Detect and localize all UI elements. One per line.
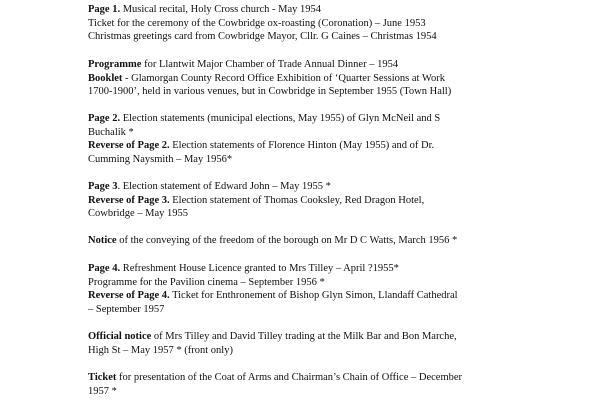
body-text: Election statements (municipal elections, May 1955) of Glyn McNeil and S xyxy=(120,113,441,124)
body-text: . Election statement of Edward John – May 1955 * xyxy=(117,181,331,192)
text-line xyxy=(88,234,558,248)
entry-page-1 xyxy=(88,3,558,44)
text-line xyxy=(88,276,558,290)
body-text: Cowbridge – May 1955 xyxy=(88,208,189,220)
bold-heading-text: Programme xyxy=(88,59,142,70)
text-line xyxy=(88,344,558,358)
body-text: Election statements of Florence Hinton (May 1955) and of Dr. xyxy=(169,140,435,152)
body-text: Refreshment House Licence granted to Mrs Tilley – April ?1955* xyxy=(120,263,399,274)
bold-heading-text: Ticket xyxy=(88,372,117,383)
bold-heading-text: Reverse of Page 2. xyxy=(88,140,170,152)
body-text: Christmas greetings card from Cowbridge Mayor, Cllr. G Caines – Christmas 1954 xyxy=(88,31,437,43)
body-text: 1700-1900’, held in various venues, but in Cowbridge in September 1955 (Town Hall) xyxy=(88,86,452,98)
body-text: Buchalik * xyxy=(88,126,134,138)
body-text: of the conveying of the freedom of the borough on Mr D C Watts, March 1956 * xyxy=(116,235,458,246)
bold-heading-text: Notice xyxy=(88,235,117,246)
text-line xyxy=(88,194,558,208)
body-text: for Llantwit Major Chamber of Trade Annual Dinner – 1954 xyxy=(141,59,399,70)
text-line xyxy=(88,3,558,17)
text-line xyxy=(88,207,558,221)
bold-heading-text: Reverse of Page 4. xyxy=(88,290,170,302)
text-line xyxy=(88,153,558,167)
entry-ticket xyxy=(88,371,558,398)
bold-heading-text: Page 2. xyxy=(88,113,121,124)
text-line xyxy=(88,139,558,153)
text-line xyxy=(88,289,558,303)
body-text: Election statement of Thomas Cooksley, Red Dragon Hotel, xyxy=(169,194,425,206)
bold-heading-text: Page 4. xyxy=(88,263,121,274)
body-text: for presentation of the Coat of Arms and Chairman’s Chain of Office – December xyxy=(116,372,463,383)
text-line xyxy=(88,17,558,31)
text-line xyxy=(88,371,558,385)
body-text: of Mrs Tilley and David Tilley trading at the Milk Bar and Bon Marche, xyxy=(151,331,457,342)
entry-page-4 xyxy=(88,262,558,316)
bold-heading-text: Reverse of Page 3. xyxy=(88,194,170,206)
text-line xyxy=(88,85,558,99)
text-line xyxy=(88,330,558,344)
entry-notice xyxy=(88,234,558,248)
bold-heading-text: Page 1. xyxy=(88,4,121,15)
bold-heading-text: Page 3 xyxy=(88,181,118,192)
text-line xyxy=(88,303,558,317)
body-text: Ticket for the ceremony of the Cowbridge ox-roasting (Coronation) – June 1953 xyxy=(88,17,426,29)
body-text: Programme for the Pavilion cinema – September 1956 * xyxy=(88,276,325,288)
entry-page-3 xyxy=(88,180,558,221)
entry-programme-booklet xyxy=(88,58,558,99)
text-line xyxy=(88,180,558,194)
body-text: – September 1957 xyxy=(88,303,165,315)
body-text: Ticket for Enthronement of Bishop Glyn Simon, Llandaff Cathedral xyxy=(169,290,458,302)
text-line xyxy=(88,126,558,140)
body-text: Cumming Naysmith – May 1956* xyxy=(88,153,233,165)
text-line xyxy=(88,262,558,276)
body-text: Musical recital, Holy Cross church - May 1954 xyxy=(120,4,321,15)
text-line xyxy=(88,58,558,72)
bold-heading-text: Official notice xyxy=(88,331,152,342)
body-text: High St – May 1957 * (front only) xyxy=(88,344,233,356)
bold-heading-text: Booklet xyxy=(88,72,123,84)
text-line xyxy=(88,112,558,126)
body-text: 1957 * xyxy=(88,385,117,397)
text-line xyxy=(88,30,558,44)
body-text: - Glamorgan County Record Office Exhibition of ‘Quarter Sessions at Work xyxy=(122,72,445,84)
entry-page-2 xyxy=(88,112,558,166)
text-line xyxy=(88,72,558,86)
text-line xyxy=(88,385,558,399)
entry-official-notice xyxy=(88,330,558,357)
